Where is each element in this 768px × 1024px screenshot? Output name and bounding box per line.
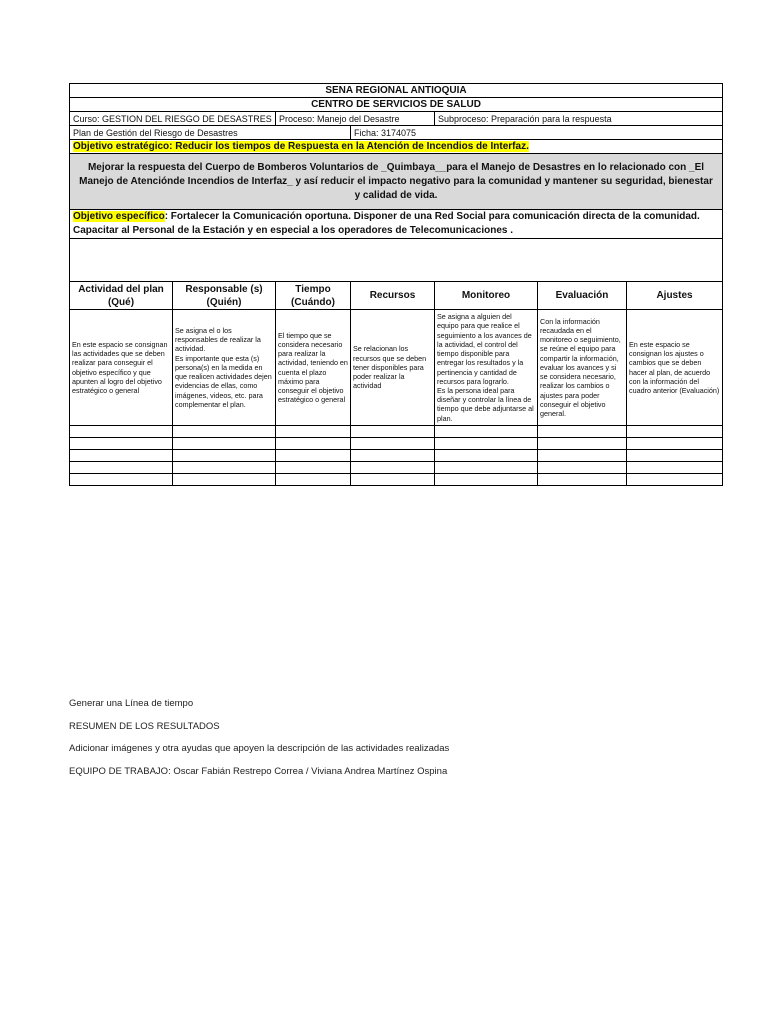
empty-cell[interactable] bbox=[70, 438, 173, 450]
empty-cell[interactable] bbox=[351, 462, 435, 474]
table-row bbox=[70, 450, 723, 462]
col-responsable-header-line2: (Quién) bbox=[206, 296, 242, 308]
empty-cell[interactable] bbox=[435, 450, 538, 462]
note-images: Adicionar imágenes y otra ayudas que apoyen la descripción de las actividades realizadas bbox=[69, 743, 450, 754]
table-row bbox=[70, 474, 723, 486]
col-responsable-header-line1: Responsable (s) bbox=[185, 283, 263, 295]
empty-cell[interactable] bbox=[627, 426, 723, 438]
ficha-cell: Ficha: 3174075 bbox=[351, 126, 723, 140]
empty-cell[interactable] bbox=[70, 474, 173, 486]
empty-cell[interactable] bbox=[276, 474, 351, 486]
empty-cell[interactable] bbox=[538, 462, 627, 474]
mejora-statement: Mejorar la respuesta del Cuerpo de Bomberos Voluntarios de _Quimbaya__para el Manejo de Desastres en lo relacionado con _El Manejo de Atenciónde Incendios de Interfaz_ y así reducir el impacto negativo para la comunidad y mantener su seguridad, bienestar y calidad de vida. bbox=[70, 154, 723, 210]
objetivo-estrategico-label: Objetivo estratégico: bbox=[73, 141, 173, 152]
curso-cell: Curso: GESTION DEL RIESGO DE DESASTRES bbox=[70, 112, 276, 126]
empty-cell[interactable] bbox=[70, 426, 173, 438]
empty-cell[interactable] bbox=[173, 438, 276, 450]
empty-cell[interactable] bbox=[538, 438, 627, 450]
empty-cell[interactable] bbox=[627, 474, 723, 486]
col-ajustes-description: En este espacio se consignan los ajustes o cambios que se deben hacer al plan, de acuerdo con la información del cuadro anterior (Evaluación) bbox=[627, 310, 723, 426]
plan-cell: Plan de Gestión del Riesgo de Desastres bbox=[70, 126, 351, 140]
empty-cell[interactable] bbox=[276, 438, 351, 450]
empty-cell[interactable] bbox=[351, 426, 435, 438]
col-actividad-description: En este espacio se consignan las actividades que se deben realizar para conseguir el objetivo específico y que apunten al logro del objetivo estratégico o general bbox=[70, 310, 173, 426]
col-evaluacion-header bbox=[538, 282, 627, 310]
col-recursos-header bbox=[351, 282, 435, 310]
empty-cell[interactable] bbox=[276, 462, 351, 474]
empty-cell[interactable] bbox=[435, 474, 538, 486]
col-responsable-description: Se asigna el o los responsables de realizar la actividad. Es importante que esta (s) persona(s) en la medida en que realicen actividades dejen evidencias de ellas, como imágenes, videos, etc. para complementar el plan. bbox=[173, 310, 276, 426]
plan-table bbox=[69, 83, 723, 486]
col-tiempo-header-line2: (Cuándo) bbox=[291, 296, 335, 308]
blank-row bbox=[70, 239, 723, 282]
col-actividad-header bbox=[70, 282, 173, 310]
empty-cell[interactable] bbox=[173, 462, 276, 474]
col-responsable-header bbox=[173, 282, 276, 310]
objetivo-estrategico-text: Reducir los tiempos de Respuesta en la Atención de Incendios de Interfaz. bbox=[172, 141, 529, 152]
empty-cell[interactable] bbox=[173, 474, 276, 486]
empty-cell[interactable] bbox=[435, 438, 538, 450]
empty-cell[interactable] bbox=[173, 426, 276, 438]
empty-cell[interactable] bbox=[276, 450, 351, 462]
note-summary: RESUMEN DE LOS RESULTADOS bbox=[69, 720, 220, 732]
col-evaluacion-description: Con la información recaudada en el monitoreo o seguimiento, se reúne el equipo para compartir la información, evaluar los avances y si se considera necesario, realizar los cambios o ajustes para poder conseguir el objetivo general. bbox=[538, 310, 627, 426]
objetivo-especifico-text: : Fortalecer la Comunicación oportuna. Disponer de una Red Social para comunicación directa de la comunidad. Capacitar al Personal de la Estación y en especial a los operadores de Telecomunicaciones . bbox=[73, 211, 700, 236]
empty-cell[interactable] bbox=[627, 438, 723, 450]
note-team: EQUIPO DE TRABAJO: Oscar Fabián Restrepo Correa / Viviana Andrea Martínez Ospina bbox=[69, 765, 448, 777]
empty-cell[interactable] bbox=[627, 450, 723, 462]
note-timeline: Generar una Línea de tiempo bbox=[69, 698, 194, 709]
col-actividad-header-line1: Actividad del plan bbox=[78, 283, 164, 295]
header-subtitle: CENTRO DE SERVICIOS DE SALUD bbox=[70, 98, 723, 112]
empty-cell[interactable] bbox=[173, 450, 276, 462]
header-title: SENA REGIONAL ANTIOQUIA bbox=[70, 84, 723, 98]
table-row bbox=[70, 462, 723, 474]
col-tiempo-header-line1: Tiempo bbox=[295, 283, 331, 295]
col-ajustes-header bbox=[627, 282, 723, 310]
empty-cell[interactable] bbox=[627, 462, 723, 474]
empty-cell[interactable] bbox=[538, 474, 627, 486]
col-monitoreo-header-line1: Monitoreo bbox=[461, 290, 511, 301]
proceso-cell: Proceso: Manejo del Desastre bbox=[276, 112, 435, 126]
objetivo-estrategico-row bbox=[70, 140, 723, 154]
col-recursos-header-line1: Recursos bbox=[369, 290, 416, 301]
subproceso-cell: Subproceso: Preparación para la respuesta bbox=[435, 112, 723, 126]
col-actividad-header-line2: (Qué) bbox=[107, 296, 135, 308]
objetivo-estrategico-highlight bbox=[73, 141, 529, 152]
col-monitoreo-description: Se asigna a alguien del equipo para que realice el seguimiento a los avances de la actividad, el control del tiempo disponible para entregar los resultados y la pertinencia y cantidad de recursos para lograrlo. Es la persona ideal para diseñar y controlar la línea de tiempo que debe adjuntarse al plan. bbox=[435, 310, 538, 426]
col-tiempo-header bbox=[276, 282, 351, 310]
empty-cell[interactable] bbox=[435, 426, 538, 438]
objetivo-especifico-row bbox=[70, 210, 723, 239]
col-evaluacion-header-line1: Evaluación bbox=[555, 290, 609, 301]
table-row bbox=[70, 426, 723, 438]
objetivo-especifico-label: Objetivo específico bbox=[73, 211, 165, 222]
notes-section bbox=[69, 698, 449, 788]
col-monitoreo-header bbox=[435, 282, 538, 310]
col-ajustes-header-line1: Ajustes bbox=[656, 290, 693, 301]
empty-cell[interactable] bbox=[70, 462, 173, 474]
empty-cell[interactable] bbox=[538, 426, 627, 438]
col-recursos-description: Se relacionan los recursos que se deben tener disponibles para poder realizar la actividad bbox=[351, 310, 435, 426]
empty-cell[interactable] bbox=[351, 450, 435, 462]
empty-cell[interactable] bbox=[351, 438, 435, 450]
table-row bbox=[70, 438, 723, 450]
empty-cell[interactable] bbox=[435, 462, 538, 474]
empty-cell[interactable] bbox=[538, 450, 627, 462]
empty-cell[interactable] bbox=[351, 474, 435, 486]
empty-cell[interactable] bbox=[276, 426, 351, 438]
empty-cell[interactable] bbox=[70, 450, 173, 462]
col-tiempo-description: El tiempo que se considera necesario para realizar la actividad, teniendo en cuenta el plazo máximo para conseguir el objetivo estratégico o general bbox=[276, 310, 351, 426]
